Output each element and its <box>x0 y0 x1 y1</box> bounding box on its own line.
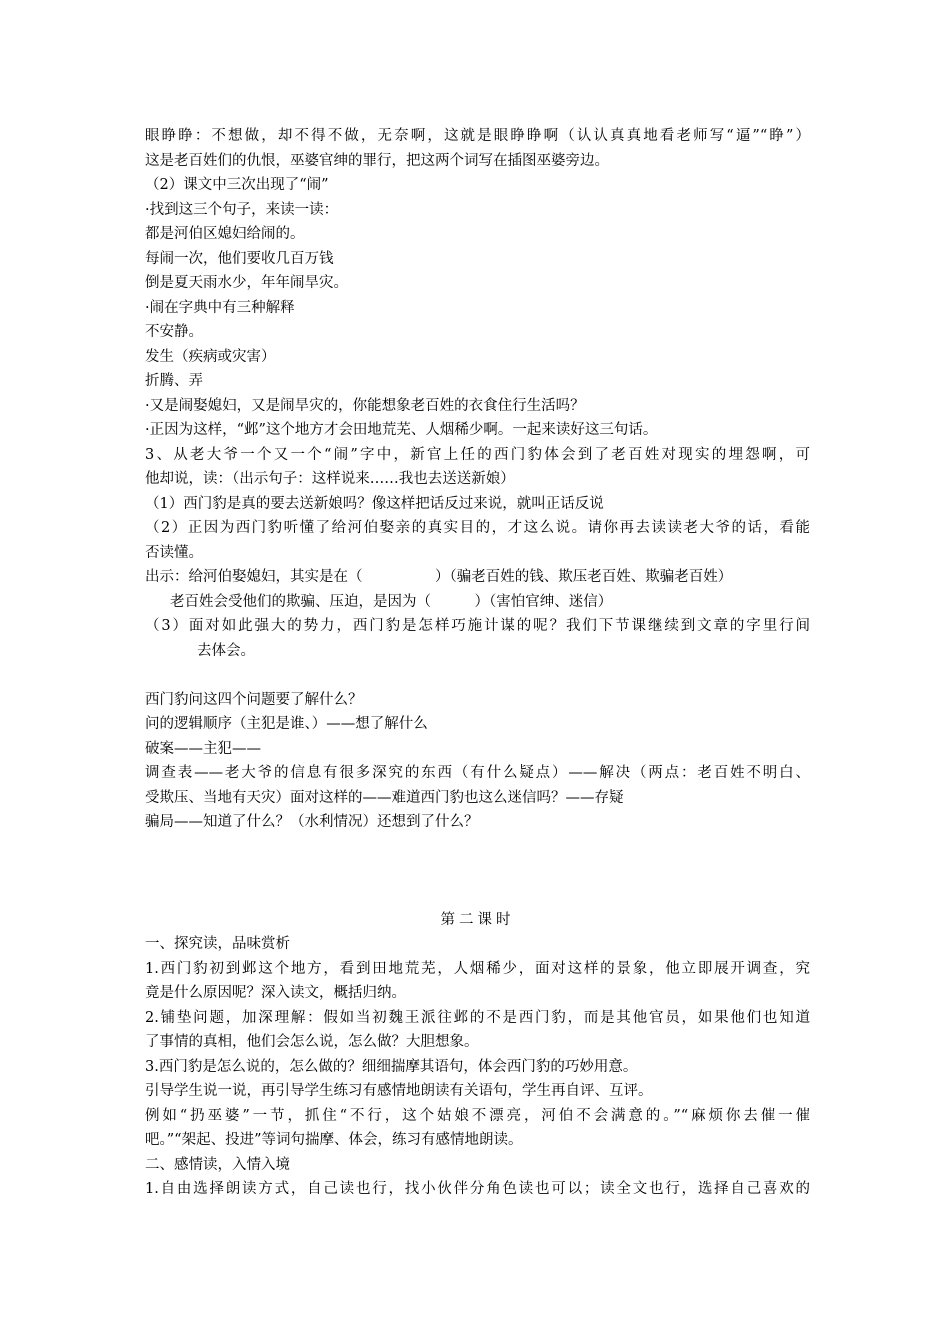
text-line: （1）西门豹是真的要去送新娘吗？像这样把话反过来说，就叫正话反说 <box>145 495 604 512</box>
text-line: 问的逻辑顺序（主犯是谁、）——想了解什么 <box>145 716 428 732</box>
text-line: ·又是闹娶媳妇，又是闹旱灾的，你能想象老百姓的衣食住行生活吗？ <box>145 397 585 414</box>
text-line: 破案——主犯—— <box>145 740 261 757</box>
text-line: 眼睁睁：不想做，却不得不做，无奈啊，这就是眼睁睁啊（认认真真地看老师写“逼”“睁”） <box>145 128 810 144</box>
section-title: 第二课时 <box>440 911 515 928</box>
section-heading: 一、探究读，品味赏析 <box>145 936 290 952</box>
text-line: 1.西门豹初到邺这个地方，看到田地荒芜，人烟稀少，面对这样的景象，他立即展开调查，究 <box>145 960 810 977</box>
text-line: 去体会。 <box>197 642 255 659</box>
blank-line <box>145 663 810 688</box>
text-line: 了事情的真相，他们会怎么说，怎么做？大胆想象。 <box>145 1034 479 1050</box>
text-line: 他却说，读：（出示句子：这样说来……我也去送送新娘） <box>145 471 515 487</box>
text-line: 2.铺垫问题，加深理解：假如当初魏王派往邺的不是西门豹，而是其他官员，如果他们也知道 <box>145 1009 810 1026</box>
text-line: 3、从老大爷一个又一个“闹”字中，新官上任的西门豹体会到了老百姓对现实的埋怨啊，可 <box>145 446 810 463</box>
text-line: （2）课文中三次出现了“闹” <box>145 177 329 193</box>
text-line: 不安静。 <box>145 324 203 340</box>
text-line: 西门豹问这四个问题要了解什么？ <box>145 691 363 708</box>
text-line: 3.西门豹是怎么说的，怎么做的？细细揣摩其语句，体会西门豹的巧妙用意。 <box>145 1058 638 1075</box>
text-line: 发生（疾病或灾害） <box>145 348 276 365</box>
text-line: 倒是夏天雨水少，年年闹旱灾。 <box>145 275 348 291</box>
text-line: 这是老百姓们的仇恨，巫婆官绅的罪行，把这两个词写在插图巫婆旁边。 <box>145 152 609 169</box>
text-line: 都是河伯区媳妇给闹的。 <box>145 226 305 242</box>
text-line: 引导学生说一说，再引导学生练习有感情地朗读有关语句，学生再自评、互评。 <box>145 1083 653 1099</box>
text-line: 每闹一次，他们要收几百万钱 <box>145 250 334 267</box>
text-line: 否读懂。 <box>145 544 203 561</box>
text-line: （2）正因为西门豹听懂了给河伯娶亲的真实目的，才这么说。请你再去读读老大爷的话，看能 <box>145 520 810 536</box>
text-line: （3）面对如此强大的势力，西门豹是怎样巧施计谋的呢？我们下节课继续到文章的字里行间 <box>145 618 810 634</box>
section-heading: 二、感情读，入情入境 <box>145 1156 290 1173</box>
text-line: 调查表——老大爷的信息有很多深究的东西（有什么疑点）——解决（两点：老百姓不明白、 <box>145 765 810 781</box>
document-body <box>145 124 810 1202</box>
text-line: ·找到这三个句子，来读一读： <box>145 201 339 218</box>
text-line: 1.自由选择朗读方式，自己读也行，找小伙伴分角色读也可以；读全文也行，选择自己喜欢的 <box>145 1181 810 1197</box>
text-line: ·正因为这样，“邺”这个地方才会田地荒芜、人烟稀少啊。一起来读好这三句话。 <box>145 422 658 438</box>
text-line: 老百姓会受他们的欺骗、压迫，是因为（ ）（害怕官绅、迷信） <box>170 593 613 610</box>
text-line: 出示：给河伯娶媳妇，其实是在（ ）（骗老百姓的钱、欺压老百姓、欺骗老百姓） <box>145 569 733 585</box>
text-line: 骗局——知道了什么？（水利情况）还想到了什么？ <box>145 814 479 830</box>
text-line: 竟是什么原因呢？深入读文，概括归纳。 <box>145 985 406 1001</box>
section-gap <box>145 835 810 908</box>
text-line: 吧。”“架起、投进”等词句揣摩、体会，练习有感情地朗读。 <box>145 1132 523 1148</box>
text-line: 受欺压、当地有天灾）面对这样的——难道西门豹也这么迷信吗？——存疑 <box>145 789 624 806</box>
text-line: 例如“扔巫婆”一节，抓住“不行，这个姑娘不漂亮，河伯不会满意的。”“麻烦你去催一催 <box>145 1107 810 1124</box>
text-line: 折腾、弄 <box>145 373 203 389</box>
text-line: ·闹在字典中有三种解释 <box>145 299 295 316</box>
